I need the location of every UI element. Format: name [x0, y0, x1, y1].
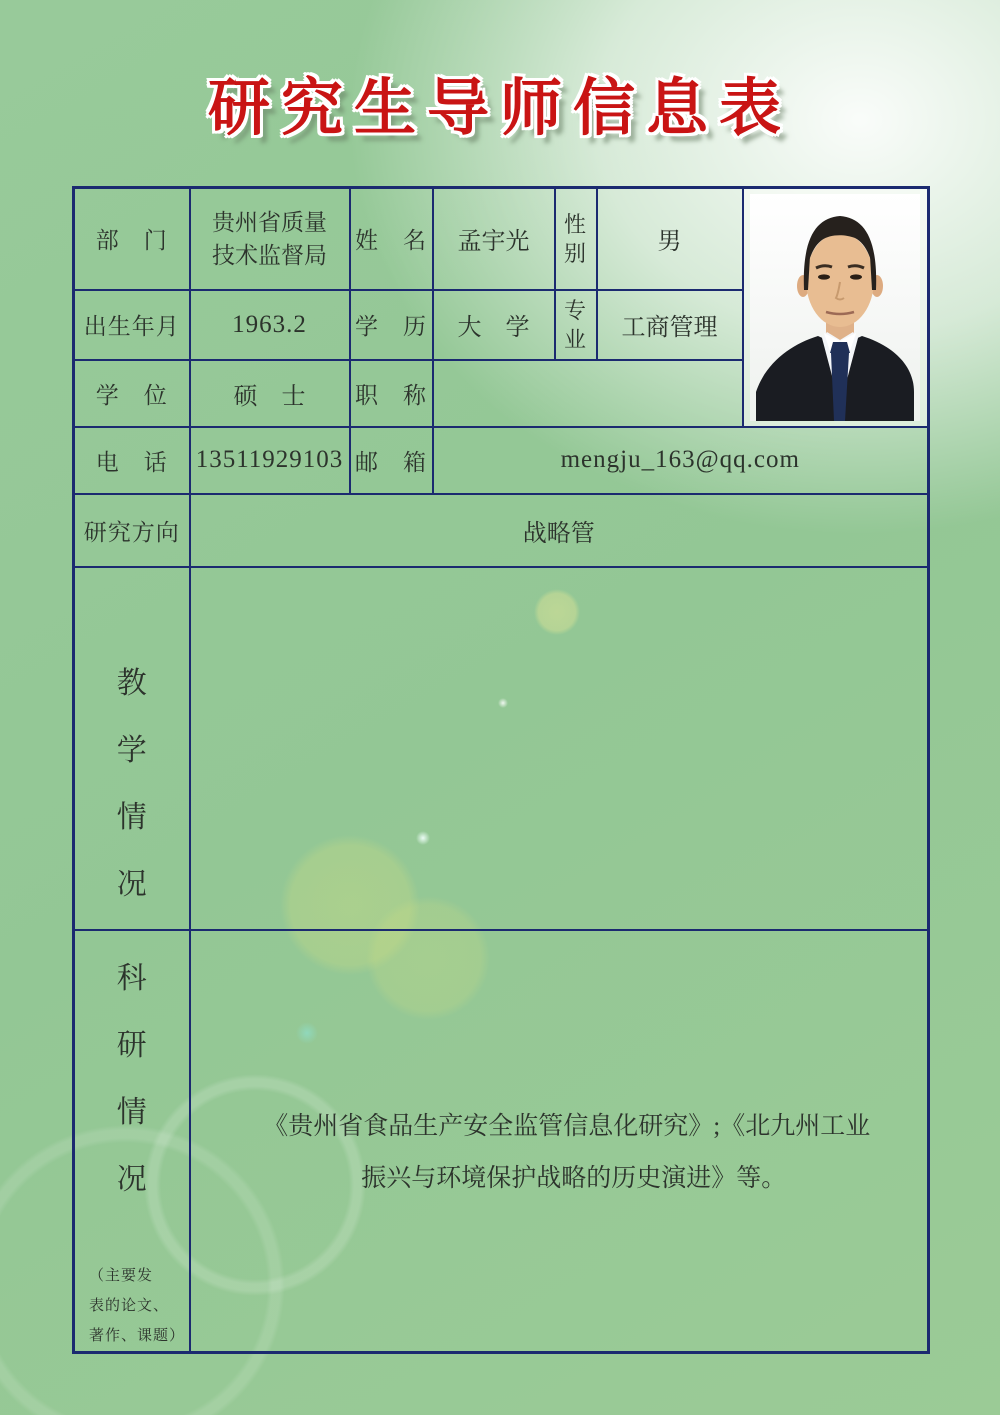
research-char1: 科	[116, 961, 147, 995]
research-content	[190, 930, 929, 1353]
gender-value: 男	[597, 188, 743, 290]
research-note-line1: （主要发	[89, 1267, 154, 1284]
research-note-line2: 表的论文、	[89, 1297, 170, 1314]
research-char4: 况	[116, 1162, 147, 1196]
row-contact	[74, 427, 929, 494]
row-teaching	[74, 567, 929, 930]
dept-value-line1: 贵州省质量	[212, 209, 327, 235]
phone-value: 13511929103	[190, 427, 350, 494]
major-label-char2: 业	[563, 326, 587, 352]
email-value: mengju_163@qq.com	[433, 427, 929, 494]
teaching-char4: 况	[116, 867, 147, 901]
name-value: 孟宇光	[433, 188, 555, 290]
phone-label: 电 话	[74, 427, 190, 494]
gender-label-char2: 别	[563, 240, 587, 266]
birth-label: 出生年月	[74, 290, 190, 360]
direction-label: 研究方向	[74, 494, 190, 567]
row-research-direction	[74, 494, 929, 567]
degree-value: 硕 士	[190, 360, 350, 427]
title-value	[433, 360, 743, 427]
research-note	[75, 1261, 185, 1351]
photo-cell	[743, 188, 929, 427]
title-label: 职 称	[350, 360, 433, 427]
page-title: 研究生导师信息表	[207, 75, 792, 143]
direction-value: 战略管	[190, 494, 929, 567]
advisor-info-table	[72, 186, 930, 1354]
gender-label	[555, 188, 597, 290]
degree-label: 学 位	[74, 360, 190, 427]
dept-value-line2: 技术监督局	[212, 242, 327, 268]
teaching-char2: 学	[116, 733, 147, 767]
row-research	[74, 930, 929, 1353]
research-note-line3: 著作、课题）	[89, 1327, 186, 1344]
research-content-line1: 《贵州省食品生产安全监管信息化研究》;《北九州工业	[263, 1112, 871, 1140]
major-value: 工商管理	[597, 290, 743, 360]
teaching-char1: 教	[116, 666, 147, 700]
education-label: 学 历	[350, 290, 433, 360]
research-char3: 情	[116, 1095, 147, 1129]
teaching-label	[74, 567, 190, 930]
research-label	[74, 930, 190, 1353]
gender-label-char1: 性	[563, 211, 587, 237]
row-department	[74, 188, 929, 290]
major-label-char1: 专	[563, 297, 587, 323]
research-content-line2: 振兴与环境保护战略的历史演进》等。	[361, 1164, 787, 1192]
teaching-char3: 情	[116, 800, 147, 834]
education-value: 大 学	[433, 290, 555, 360]
name-label: 姓 名	[350, 188, 433, 290]
dept-label: 部 门	[74, 188, 190, 290]
birth-value: 1963.2	[190, 290, 350, 360]
teaching-content	[190, 567, 929, 930]
dept-value	[190, 188, 350, 290]
research-char2: 研	[116, 1028, 147, 1062]
advisor-photo	[750, 194, 920, 421]
email-label: 邮 箱	[350, 427, 433, 494]
major-label	[555, 290, 597, 360]
